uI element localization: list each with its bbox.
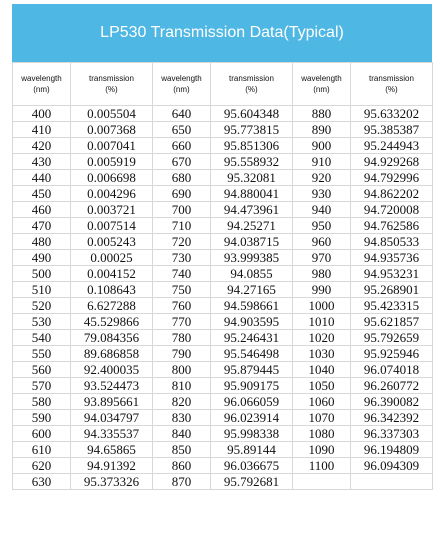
- table-row: [13, 106, 433, 122]
- transmission-cell: 94.850533: [351, 234, 433, 250]
- wavelength-cell: 490: [13, 250, 71, 266]
- transmission-cell: 95.633202: [351, 106, 433, 122]
- wavelength-cell: 680: [153, 170, 211, 186]
- wavelength-cell: 830: [153, 410, 211, 426]
- wavelength-cell: 990: [293, 282, 351, 298]
- wavelength-cell: 410: [13, 122, 71, 138]
- wavelength-cell: 590: [13, 410, 71, 426]
- transmission-cell: 94.903595: [211, 314, 293, 330]
- wavelength-cell: 520: [13, 298, 71, 314]
- wavelength-cell: 650: [153, 122, 211, 138]
- column-header-transmission: transmission (%): [71, 63, 153, 106]
- table-row: [13, 282, 433, 298]
- transmission-cell: 96.074018: [351, 362, 433, 378]
- wavelength-cell: 540: [13, 330, 71, 346]
- transmission-cell: 94.25271: [211, 218, 293, 234]
- column-header-transmission: transmission (%): [351, 63, 433, 106]
- wavelength-cell: 600: [13, 426, 71, 442]
- wavelength-cell: 510: [13, 282, 71, 298]
- wavelength-cell: 570: [13, 378, 71, 394]
- wavelength-cell: 740: [153, 266, 211, 282]
- column-header-wavelength: wavelength (nm): [153, 63, 211, 106]
- wavelength-cell: 670: [153, 154, 211, 170]
- wavelength-cell: 950: [293, 218, 351, 234]
- transmission-cell: 95.998338: [211, 426, 293, 442]
- transmission-cell: 96.260772: [351, 378, 433, 394]
- wavelength-cell: 720: [153, 234, 211, 250]
- transmission-cell: 95.879445: [211, 362, 293, 378]
- wavelength-cell: 1070: [293, 410, 351, 426]
- table-row: [13, 330, 433, 346]
- transmission-cell: 94.880041: [211, 186, 293, 202]
- transmission-cell: 0.00025: [71, 250, 153, 266]
- transmission-cell: 94.335537: [71, 426, 153, 442]
- table-row: [13, 458, 433, 474]
- wavelength-cell: 1100: [293, 458, 351, 474]
- table-row: [13, 426, 433, 442]
- transmission-cell: 92.400035: [71, 362, 153, 378]
- transmission-cell: 79.084356: [71, 330, 153, 346]
- wavelength-cell: 710: [153, 218, 211, 234]
- transmission-cell: 95.604348: [211, 106, 293, 122]
- transmission-cell: 96.337303: [351, 426, 433, 442]
- transmission-cell: 95.851306: [211, 138, 293, 154]
- wavelength-cell: 480: [13, 234, 71, 250]
- transmission-cell: 94.27165: [211, 282, 293, 298]
- table-row: [13, 202, 433, 218]
- wavelength-cell: 630: [13, 474, 71, 490]
- transmission-cell: 89.686858: [71, 346, 153, 362]
- transmission-cell: 94.034797: [71, 410, 153, 426]
- transmission-cell: 0.007041: [71, 138, 153, 154]
- transmission-cell: 93.895661: [71, 394, 153, 410]
- wavelength-cell: 1090: [293, 442, 351, 458]
- wavelength-cell: 820: [153, 394, 211, 410]
- transmission-cell: 96.036675: [211, 458, 293, 474]
- wavelength-cell: 470: [13, 218, 71, 234]
- transmission-cell: 94.473961: [211, 202, 293, 218]
- transmission-cell: 45.529866: [71, 314, 153, 330]
- transmission-cell: 0.007514: [71, 218, 153, 234]
- wavelength-cell: 980: [293, 266, 351, 282]
- table-row: [13, 410, 433, 426]
- table-row: [13, 378, 433, 394]
- table-row: [13, 218, 433, 234]
- wavelength-cell: 930: [293, 186, 351, 202]
- transmission-cell: 93.999385: [211, 250, 293, 266]
- transmission-cell: 95.925946: [351, 346, 433, 362]
- table-row: [13, 266, 433, 282]
- transmission-cell: 0.005243: [71, 234, 153, 250]
- wavelength-cell: 900: [293, 138, 351, 154]
- table-row: [13, 234, 433, 250]
- table-row: [13, 250, 433, 266]
- transmission-cell: 95.246431: [211, 330, 293, 346]
- wavelength-cell: 690: [153, 186, 211, 202]
- table-row: [13, 186, 433, 202]
- transmission-cell: 94.038715: [211, 234, 293, 250]
- transmission-cell: 96.094309: [351, 458, 433, 474]
- wavelength-cell: 660: [153, 138, 211, 154]
- wavelength-cell: 1040: [293, 362, 351, 378]
- transmission-cell: 0.005504: [71, 106, 153, 122]
- wavelength-cell: 460: [13, 202, 71, 218]
- table-body: [13, 106, 433, 490]
- transmission-cell: 0.004152: [71, 266, 153, 282]
- transmission-cell: 94.65865: [71, 442, 153, 458]
- wavelength-cell: 760: [153, 298, 211, 314]
- table-row: [13, 474, 433, 490]
- wavelength-cell: 850: [153, 442, 211, 458]
- table-row: [13, 314, 433, 330]
- wavelength-cell: 810: [153, 378, 211, 394]
- table-row: [13, 122, 433, 138]
- wavelength-cell: 1000: [293, 298, 351, 314]
- wavelength-cell: 1010: [293, 314, 351, 330]
- wavelength-cell: 920: [293, 170, 351, 186]
- transmission-cell: 0.004296: [71, 186, 153, 202]
- transmission-cell: 95.773815: [211, 122, 293, 138]
- wavelength-cell: 940: [293, 202, 351, 218]
- wavelength-cell: 640: [153, 106, 211, 122]
- wavelength-cell: 780: [153, 330, 211, 346]
- transmission-cell: 0.007368: [71, 122, 153, 138]
- wavelength-cell: 440: [13, 170, 71, 186]
- table-row: [13, 298, 433, 314]
- table-header-row: [13, 63, 433, 106]
- table-row: [13, 442, 433, 458]
- wavelength-cell: 1030: [293, 346, 351, 362]
- transmission-cell: 95.89144: [211, 442, 293, 458]
- transmission-cell: 95.423315: [351, 298, 433, 314]
- transmission-cell: 94.935736: [351, 250, 433, 266]
- wavelength-cell: 1060: [293, 394, 351, 410]
- wavelength-cell: 1080: [293, 426, 351, 442]
- transmission-cell: 0.005919: [71, 154, 153, 170]
- transmission-cell: 96.390082: [351, 394, 433, 410]
- transmission-cell: 6.627288: [71, 298, 153, 314]
- table-row: [13, 170, 433, 186]
- table-row: [13, 346, 433, 362]
- transmission-cell: 95.268901: [351, 282, 433, 298]
- table-row: [13, 138, 433, 154]
- wavelength-cell: 790: [153, 346, 211, 362]
- transmission-cell: 94.0855: [211, 266, 293, 282]
- wavelength-cell: 870: [153, 474, 211, 490]
- transmission-cell: 94.862202: [351, 186, 433, 202]
- transmission-cell: 96.066059: [211, 394, 293, 410]
- wavelength-cell: 500: [13, 266, 71, 282]
- transmission-cell: [351, 474, 433, 490]
- wavelength-cell: 530: [13, 314, 71, 330]
- table-row: [13, 362, 433, 378]
- wavelength-cell: [293, 474, 351, 490]
- transmission-cell: 96.023914: [211, 410, 293, 426]
- wavelength-cell: 1020: [293, 330, 351, 346]
- transmission-cell: 94.792996: [351, 170, 433, 186]
- transmission-cell: 96.194809: [351, 442, 433, 458]
- wavelength-cell: 560: [13, 362, 71, 378]
- transmission-cell: 95.792681: [211, 474, 293, 490]
- transmission-cell: 95.385387: [351, 122, 433, 138]
- transmission-cell: 94.953231: [351, 266, 433, 282]
- transmission-cell: 93.524473: [71, 378, 153, 394]
- wavelength-cell: 970: [293, 250, 351, 266]
- transmission-cell: 94.720008: [351, 202, 433, 218]
- wavelength-cell: 700: [153, 202, 211, 218]
- wavelength-cell: 610: [13, 442, 71, 458]
- wavelength-cell: 420: [13, 138, 71, 154]
- column-header-wavelength: wavelength (nm): [13, 63, 71, 106]
- transmission-cell: 94.929268: [351, 154, 433, 170]
- wavelength-cell: 840: [153, 426, 211, 442]
- transmission-cell: 96.342392: [351, 410, 433, 426]
- transmission-data-sheet: [12, 4, 432, 490]
- wavelength-cell: 550: [13, 346, 71, 362]
- transmission-cell: 0.006698: [71, 170, 153, 186]
- transmission-cell: 95.244943: [351, 138, 433, 154]
- transmission-cell: 95.373326: [71, 474, 153, 490]
- wavelength-cell: 800: [153, 362, 211, 378]
- wavelength-cell: 910: [293, 154, 351, 170]
- wavelength-cell: 890: [293, 122, 351, 138]
- transmission-cell: 95.32081: [211, 170, 293, 186]
- wavelength-cell: 620: [13, 458, 71, 474]
- wavelength-cell: 1050: [293, 378, 351, 394]
- wavelength-cell: 580: [13, 394, 71, 410]
- transmission-table: [12, 62, 433, 490]
- transmission-cell: 95.621857: [351, 314, 433, 330]
- wavelength-cell: 770: [153, 314, 211, 330]
- page-title: LP530 Transmission Data(Typical): [12, 4, 432, 62]
- transmission-cell: 0.108643: [71, 282, 153, 298]
- transmission-cell: 95.792659: [351, 330, 433, 346]
- wavelength-cell: 880: [293, 106, 351, 122]
- wavelength-cell: 860: [153, 458, 211, 474]
- wavelength-cell: 750: [153, 282, 211, 298]
- table-row: [13, 394, 433, 410]
- transmission-cell: 94.762586: [351, 218, 433, 234]
- transmission-cell: 95.558932: [211, 154, 293, 170]
- wavelength-cell: 450: [13, 186, 71, 202]
- table-row: [13, 154, 433, 170]
- column-header-wavelength: wavelength (nm): [293, 63, 351, 106]
- wavelength-cell: 730: [153, 250, 211, 266]
- wavelength-cell: 960: [293, 234, 351, 250]
- transmission-cell: 94.91392: [71, 458, 153, 474]
- wavelength-cell: 400: [13, 106, 71, 122]
- wavelength-cell: 430: [13, 154, 71, 170]
- transmission-cell: 95.909175: [211, 378, 293, 394]
- transmission-cell: 94.598661: [211, 298, 293, 314]
- column-header-transmission: transmission (%): [211, 63, 293, 106]
- transmission-cell: 95.546498: [211, 346, 293, 362]
- transmission-cell: 0.003721: [71, 202, 153, 218]
